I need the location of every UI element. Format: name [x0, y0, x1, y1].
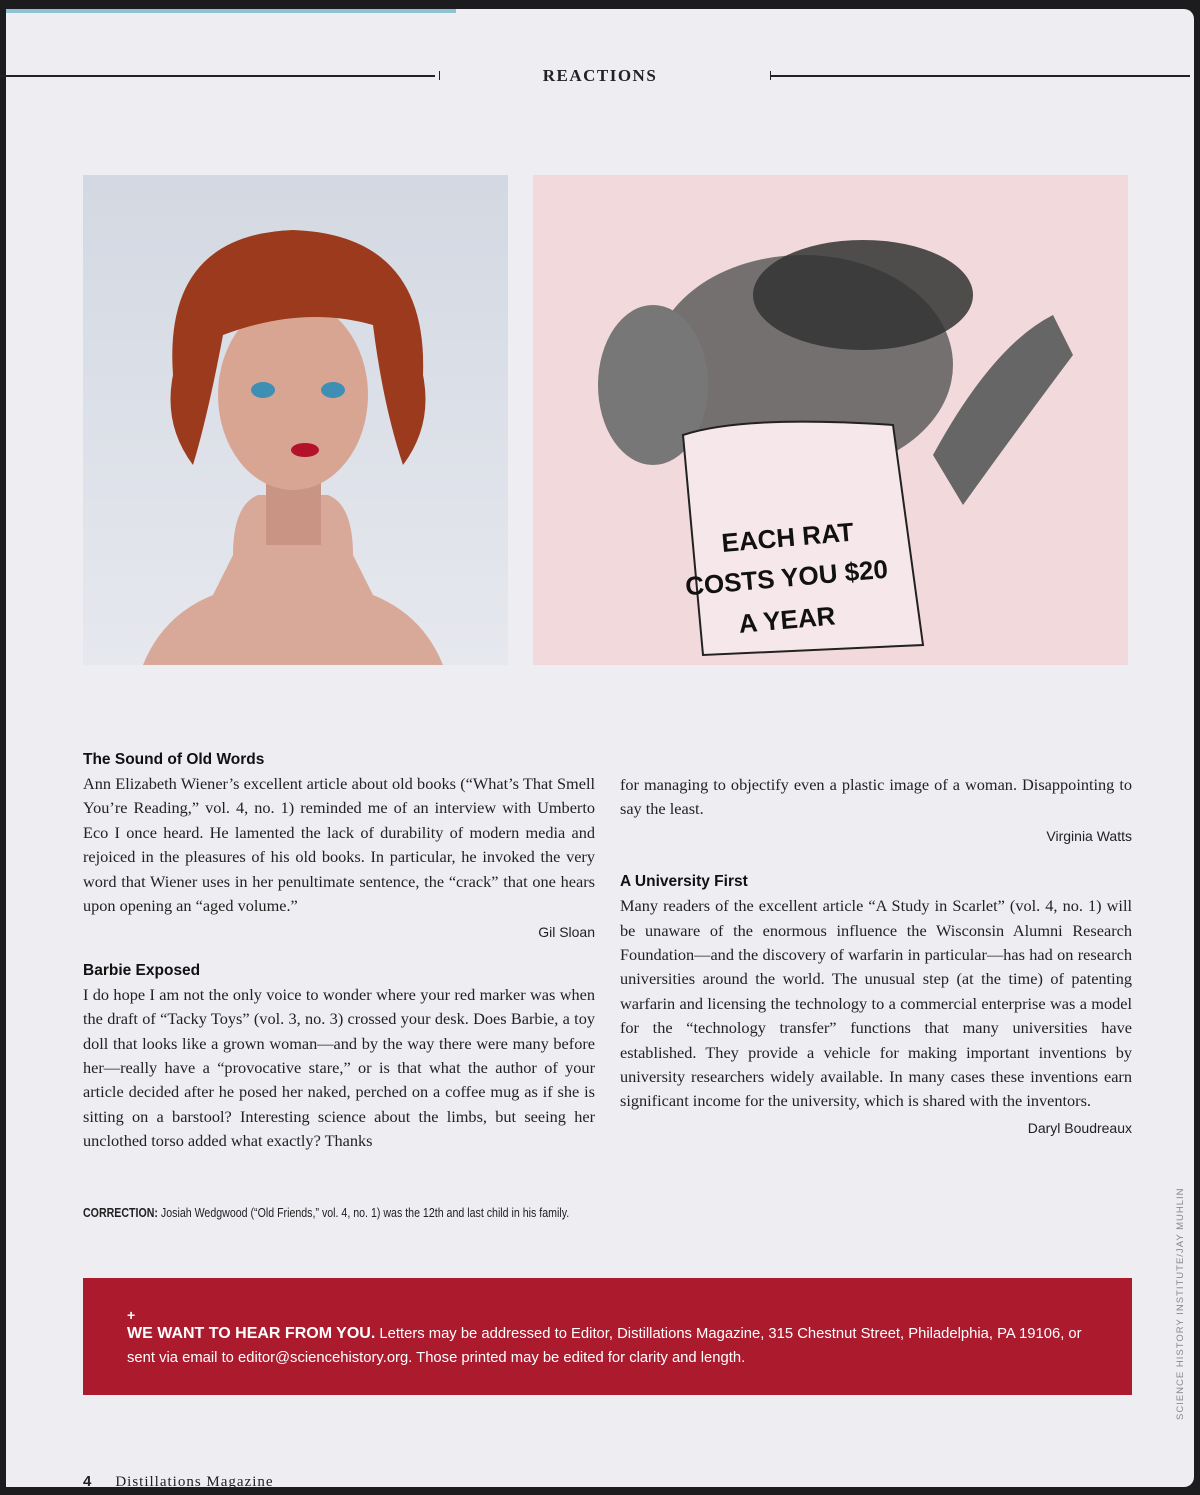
rat-caption-line: COSTS YOU $20 [683, 553, 890, 602]
color-strip [6, 9, 456, 13]
letter-title: Barbie Exposed [83, 961, 201, 979]
barbie-doll-photo [83, 175, 508, 665]
photo-credit: SCIENCE HISTORY INSTITUTE/JAY MUHLIN [1175, 1187, 1186, 1420]
letter-author: Daryl Boudreaux [1027, 1119, 1132, 1136]
magazine-name: Distillations Magazine [115, 1474, 274, 1490]
letters-column-left [83, 748, 595, 1154]
letter-body: Ann Elizabeth Wiener’s excellent article about old books (“What’s That Smell You’re Reading,” vol. 4, no. 1) reminded me of an interview with Umberto Eco I once heard. He lamented the lack of durability of modern media and rejoiced in the pleasures of his old books. In particular, he invoked the very word that Wiener uses in her penultimate sentence, the “crack” that one hears upon opening an “aged volume.” [83, 774, 595, 916]
page-number: 4 [83, 1473, 92, 1490]
letter-body-continued: for managing to objectify even a plastic image of a woman. Disappointing to say the least. [620, 775, 1132, 819]
section-title: REACTIONS [542, 66, 658, 85]
rat-caption-line: EACH RAT [720, 516, 855, 558]
letter-title: A University First [620, 873, 748, 891]
callout-text: Letters may be addressed to Editor, Distillations Magazine, 315 Chestnut Street, Philadelphia, PA 19106, or sent via email to editor@sciencehistory.org. Those printed may be edited for clarity and length. [127, 1326, 1082, 1366]
correction-label: CORRECTION: [83, 1206, 158, 1220]
rat-cartoon-illustration [533, 175, 1128, 665]
letter-title: The Sound of Old Words [83, 751, 265, 768]
correction-note [83, 1206, 569, 1220]
letter-body: I do hope I am not the only voice to wonder where your red marker was when the draft of “Tacky Toys” (vol. 3, no. 3) crossed your desk. Does Barbie, a toy doll that looks like a grown woman—and by the way there were many before her—really have a “provocative stare,” or is that what the author of your article decided after he posed her naked, perched on a coffee mug as if she is sitting on a barstool? Interesting science about the limbs, but seeing her unclothed torso added what exactly? Thanks [83, 984, 595, 1151]
letter-author: Virginia Watts [1046, 827, 1132, 844]
plus-icon: + [127, 1307, 136, 1323]
page-footer [83, 1473, 274, 1491]
correction-text: Josiah Wedgwood (“Old Friends,” vol. 4, no. 1) was the 12th and last child in his family. [157, 1206, 570, 1220]
letter-author: Gil Sloan [538, 924, 595, 941]
letter-body: Many readers of the excellent article “A Study in Scarlet” (vol. 4, no. 1) will be unaware of the enormous influence the Wisconsin Alumni Research Foundation—and the discovery of warfarin in particular—has had on research universities around the world. The unusual step (at the time) of patenting warfarin and licensing the technology to a commercial enterprise was a model for the “technology transfer” functions that many universities have established. They provide a vehicle for making important inventions by university researchers widely available. In many cases these inventions earn significant income for the university, which is shared with the inventors. [620, 896, 1132, 1111]
rat-caption-line: A YEAR [737, 600, 837, 639]
callout-heading: WE WANT TO HEAR FROM YOU. [127, 1325, 376, 1342]
contact-callout [83, 1278, 1132, 1395]
letters-column-right [620, 773, 1132, 1154]
